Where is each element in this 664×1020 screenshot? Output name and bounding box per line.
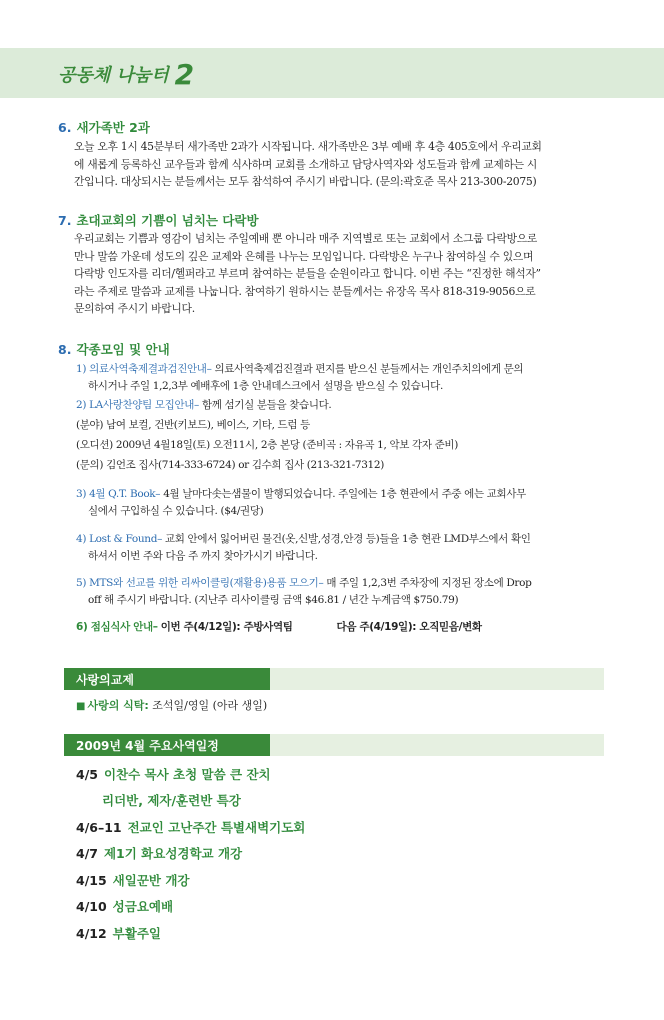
page-title-text: 공동체 나눔터	[58, 65, 169, 86]
section-number: 7.	[58, 213, 72, 228]
text-line: 오늘 오후 1시 45분부터 새가족반 2과가 시작됩니다. 새가족반은 3부 예배 후 4층 405호에서 우리교회	[74, 140, 542, 153]
notice-line: off 해 주시기 바랍니다. (지난주 리사이클링 금액 $46.81 / 년간 누계금액 $750.79)	[88, 594, 459, 606]
section-7-body	[74, 230, 614, 318]
text-line: 라는 주제로 말씀과 교제를 나눕니다. 참여하기 원하시는 분들께서는 유장옥 목사 818-319-9056으로	[74, 284, 536, 298]
section-title: 새가족반 2과	[76, 120, 150, 135]
schedule-event: 전교인 고난주간 특별새벽기도회	[127, 820, 306, 835]
schedule-event: 부활주일	[112, 926, 161, 941]
section-6-title	[58, 118, 150, 136]
page-number: 2	[174, 58, 195, 91]
notice-label: 3) 4월 Q.T. Book–	[76, 488, 161, 500]
love-value: 조석일/영일 (아라 생일)	[148, 699, 268, 712]
schedule-date: 4/10	[76, 899, 107, 914]
schedule-event: 새일꾼반 개강	[112, 873, 190, 888]
notice-line	[76, 361, 616, 378]
schedule-item	[76, 765, 271, 783]
schedule-item	[76, 818, 305, 836]
schedule-item	[76, 844, 242, 862]
section-7-title	[58, 211, 259, 229]
schedule-event: 리더반, 제자/훈련반 특강	[102, 793, 241, 808]
notice-line	[76, 575, 616, 592]
square-bullet-icon: ■	[76, 701, 86, 712]
page-title	[58, 55, 195, 91]
schedule-section-bar	[64, 734, 604, 756]
notice-medical	[76, 361, 616, 395]
section-6-body	[74, 138, 614, 191]
notice-text: 매 주일 1,2,3번 주차장에 지정된 장소에 Drop	[323, 577, 532, 589]
notice-text: 함께 섬기실 분들을 찾습니다.	[198, 399, 332, 411]
notice-text: 교회 안에서 잃어버린 물건(옷,신발,성경,안경 등)들을 1층 현관 LMD부스에서 확인	[161, 533, 531, 545]
notice-line	[76, 619, 616, 636]
text-line: 간입니다. 대상되시는 분들께서는 모두 참석하여 주시기 바랍니다. (문의:곽호준 목사 213-300-2075)	[74, 175, 537, 188]
notice-line: 하셔서 이번 주와 다음 주 까지 찾아가시기 바랍니다.	[88, 550, 318, 562]
bar-title: 사랑의교제	[76, 673, 134, 687]
notice-label: 4) Lost & Found–	[76, 533, 162, 545]
notice-line: 하시거나 주일 1,2,3부 예배후에 1층 안내데스크에서 설명을 받으실 수 있습니다.	[88, 380, 443, 392]
schedule-event: 이찬수 목사 초청 말씀 큰 잔치	[103, 767, 271, 782]
notice-text: 의료사역축제검진결과 편지를 받으신 분들께서는 개인주치의에게 문의	[211, 363, 524, 375]
love-section-bar	[64, 668, 604, 690]
notice-line: (문의) 김언조 집사(714-333-6724) or 김수희 집사 (213-321-7312)	[76, 459, 384, 471]
love-key: 사랑의 식탁:	[87, 699, 149, 712]
lunch-next-week: 다음 주(4/19일): 오직믿음/변화	[336, 621, 482, 633]
section-number: 6.	[58, 120, 72, 135]
notice-line	[76, 397, 616, 414]
schedule-item	[102, 791, 241, 809]
section-8-title	[58, 340, 170, 358]
schedule-date: 4/7	[76, 846, 98, 861]
text-line: 만나 말씀 가운데 성도의 깊은 교제와 은혜를 나누는 모임입니다. 다락방은 누구나 참여하실 수 있으며	[74, 249, 534, 263]
notice-line	[76, 531, 616, 548]
notice-label: 5) MTS와 선교를 위한 리싸이클링(재활용)용품 모으기–	[76, 577, 324, 589]
notice-line	[76, 486, 616, 503]
schedule-event: 성금요예배	[112, 899, 174, 914]
notice-recycling	[76, 575, 616, 609]
section-title: 초대교회의 기쁨이 넘치는 다락방	[76, 213, 259, 228]
notice-line: (분야) 남여 보컬, 건반(키보드), 베이스, 기타, 드럼 등	[76, 419, 310, 431]
schedule-date: 4/6–11	[76, 820, 122, 835]
notice-label: 1) 의료사역축제결과검진안내–	[76, 363, 212, 375]
notice-label: 2) LA사랑찬양팀 모집안내–	[76, 399, 199, 411]
lunch-this-week: 이번 주(4/12일): 주방사역팀	[160, 621, 293, 633]
love-table-line	[76, 697, 267, 713]
section-number: 8.	[58, 342, 72, 357]
notice-qt-book	[76, 486, 616, 520]
notice-line: (오디션) 2009년 4월18일(토) 오전11시, 2층 본당 (준비곡 : 자유곡 1, 악보 각자 준비)	[76, 439, 458, 451]
schedule-date: 4/12	[76, 926, 107, 941]
text-line: 우리교회는 기쁨과 영감이 넘치는 주일예배 뿐 아니라 매주 지역별로 또는 교회에서 소그룹 다락방으로	[74, 232, 538, 245]
schedule-date: 4/15	[76, 873, 107, 888]
notice-lunch	[76, 619, 616, 636]
schedule-event: 제1기 화요성경학교 개강	[103, 846, 243, 861]
schedule-item	[76, 871, 189, 889]
notice-label: 6) 점심식사 안내–	[76, 621, 158, 633]
schedule-item	[76, 897, 173, 915]
schedule-date: 4/5	[76, 767, 98, 782]
notice-lost-found	[76, 531, 616, 565]
text-line: 에 새롭게 등록하신 교우들과 함께 식사하며 교회를 소개하고 담당사역자와 성도들과 함께 교제하는 시	[74, 157, 538, 171]
bar-title: 2009년 4월 주요사역일정	[76, 739, 219, 753]
notice-praise-team	[76, 397, 616, 474]
section-title: 각종모임 및 안내	[76, 342, 170, 357]
notice-text: 4월 날마다솟는샘물이 발행되었습니다. 주일에는 1층 현관에서 주중 에는 교회사무	[160, 488, 526, 500]
schedule-item	[76, 924, 161, 942]
text-line: 문의하여 주시기 바랍니다.	[74, 302, 195, 315]
notice-line: 실에서 구입하실 수 있습니다. ($4/권당)	[88, 505, 264, 517]
text-line: 다락방 인도자를 리더/헬퍼라고 부르며 참여하는 분들을 순원이라고 합니다. 이번 주는 “진정한 해석자”	[74, 267, 541, 280]
